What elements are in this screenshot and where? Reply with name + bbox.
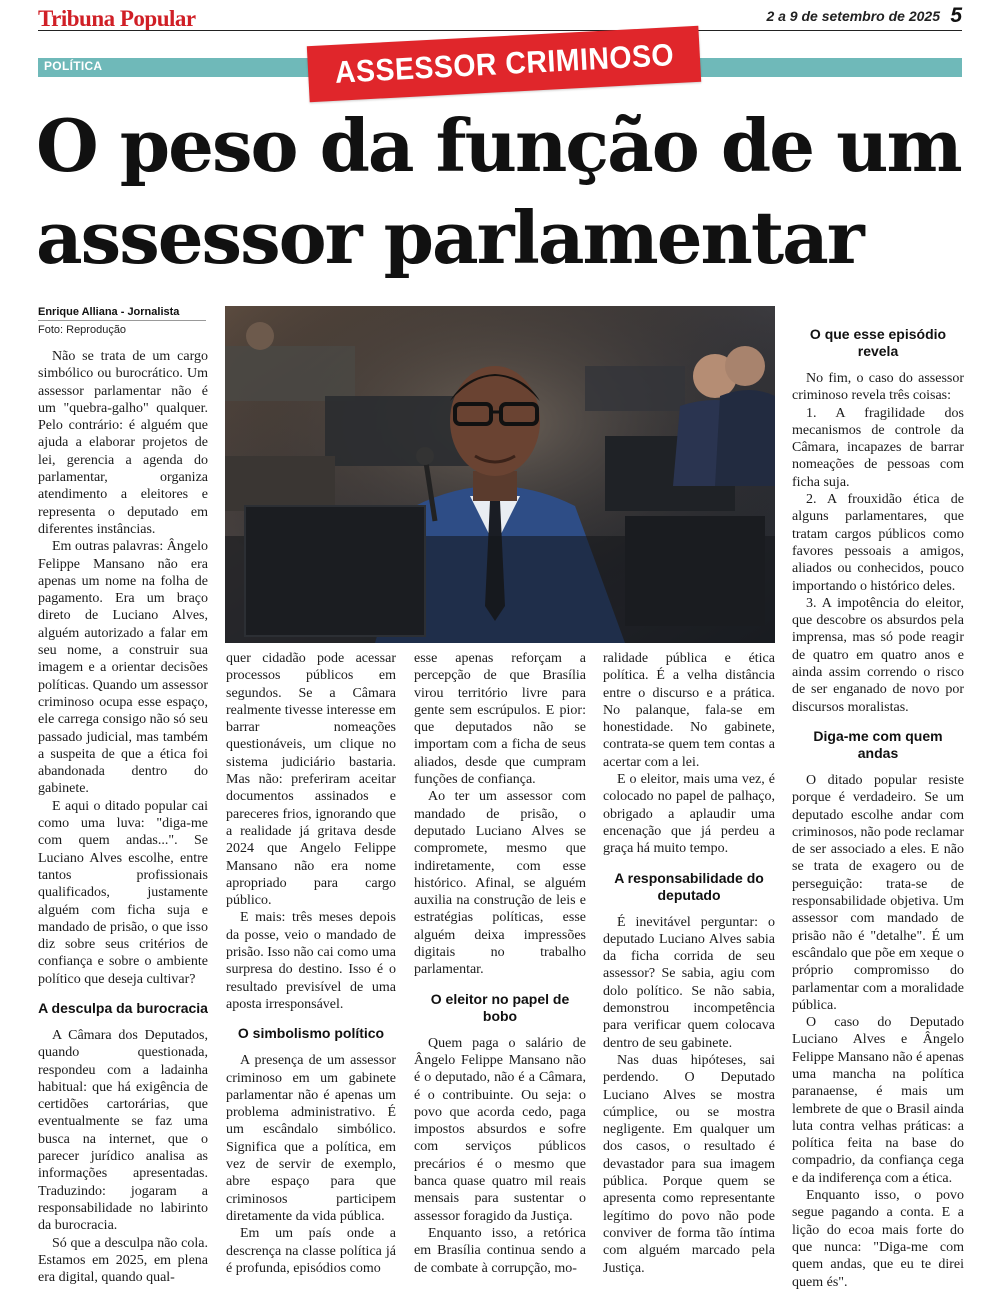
paragraph: quer cidadão pode acessar processos públicos em segundos. Se a Câmara realmente tivesse interesse em barrar nomeações questionáveis, um clique no sistema judiciário bastaria. Mas não: preferiram aceitar documentos assinados e pareceres frios, ignorando que a realidade já gritava desde 2024 que Angelo Felippe Mansano não era nome apropriado para cargo público.	[226, 651, 396, 909]
paragraph: ralidade pública e ética política. É a velha distância entre o discurso e a prática. No palanque, fala-se em honestidade. No gabinete, contrata-se quem tem contas a acertar com a lei.	[603, 651, 775, 770]
column-4	[603, 650, 775, 1277]
paragraph: Em um país onde a descrença na classe política já é profunda, episódios como	[226, 1226, 396, 1276]
photo-credit: Foto: Reprodução	[38, 324, 127, 336]
list-item: 1. A fragilidade dos mecanismos de controle da Câmara, incapazes de barrar nomeações de pessoas com ficha suja.	[792, 405, 964, 490]
paragraph: Em outras palavras: Ângelo Felippe Mansano não era apenas um nome na folha de pagamento. Era um braço direto de Luciano Alves, alguém autorizado a falar em seu nome, a construir sua imagem e a orientar decisões políticas. Quando um assessor criminoso ocupa esse espaço, ele carrega consigo não só seu passado judicial, mas também a suspeita de que a ética foi abandonada dentro do gabinete.	[38, 539, 208, 797]
paragraph: Nas duas hipóteses, sai perdendo. O Deputado Luciano Alves se mostra cúmplice, ou se mostra negligente. Em qualquer um dos casos, o resultado é devastador para sua imagem pública. Porque quem se apresenta como representante legítimo do povo não pode conviver de forma tão íntima com alguém marcado pela Justiça.	[603, 1052, 775, 1276]
subheading-burocracia: A desculpa da burocracia	[38, 999, 208, 1016]
paragraph: Ao ter um assessor com mandado de prisão, o deputado Luciano Alves se compromete, mesmo que indiretamente, com esse histórico. Afinal, se alguém auxilia na construção de leis e estratégias políticas, esse alguém deixa impressões digitais no trabalho parlamentar.	[414, 789, 586, 978]
subheading-responsabilidade: A responsabilidade do deputado	[614, 869, 764, 903]
column-3	[414, 650, 586, 1277]
subheading-episodio: O que esse episódio revela	[809, 326, 947, 359]
paragraph: O ditado popular resiste porque é verdadeiro. Se um deputado escolhe andar com criminosos, não pode reclamar de ser associado a eles. E não se trata de exagero ou de perseguição: trata-se de responsabilidade objetiva. Um assessor com mandado de prisão não é "detalhe". É um escândalo que põe em xeque o próprio compromisso do parlamentar com a moralidade pública.	[792, 772, 964, 1013]
paragraph: No fim, o caso do assessor criminoso revela três coisas:	[792, 371, 964, 404]
list-item: 2. A frouxidão ética de alguns parlamentares, que tratam cargos públicos como favores pessoais a amigos, aliados ou conhecidos, pouco importando o histórico deles.	[792, 492, 964, 594]
page-number: 5	[950, 4, 962, 27]
section-label: POLÍTICA	[44, 59, 103, 73]
paragraph: A presença de um assessor criminoso em um gabinete parlamentar não é apenas um problema administrativo. É um escândalo simbólico. Significa que a política, em vez de servir de exemplo, abre espaço para que criminosos participem diretamente da vida pública.	[226, 1053, 396, 1224]
topic-stamp	[307, 26, 701, 102]
header-rule	[38, 30, 962, 31]
paragraph: Quem paga o salário de Ângelo Felippe Mansano não é o deputado, não é a Câmara, é o contribuinte. Ou seja: o povo que acorda cedo, paga impostos absurdos e sofre com serviços públicos precários é o mesmo que banca quase quatro mil reais mensais para sustentar o assessor foragido da Justiça.	[414, 1035, 586, 1224]
paragraph: Enquanto isso, a retórica em Brasília continua sendo a de combate à corrupção, mo-	[414, 1225, 586, 1276]
photo-illustration	[225, 306, 775, 643]
headline: O peso da função de um assessor parlamentar	[36, 103, 961, 280]
paragraph: E o eleitor, mais uma vez, é colocado no papel de palhaço, obrigado a aplaudir uma encenação que já perdeu a graça há muito tempo.	[603, 772, 775, 857]
paragraph: E aqui o ditado popular cai como uma luva: "diga-me com quem andas...". Se Luciano Alves escolhe, entre tantos profissionais qualificados, justamente alguém com ficha suja e mandado de prisão, o que isso diz sobre seus critérios de confiança e sobre o ambiente político que deseja cultivar?	[38, 798, 208, 987]
paragraph: E mais: três meses depois da posse, veio o mandado de prisão. Isso não cai como uma surpresa do destino. Isso é o resultado previsível de uma aposta irresponsável.	[226, 910, 396, 1012]
paragraph: É inevitável perguntar: o deputado Luciano Alves sabia da ficha corrida de seu assessor? Se sabia, agiu com dolo político. Se não sabia, demonstrou incompetência para verificar quem colocava dentro de seu gabinete.	[603, 914, 775, 1051]
column-1	[38, 348, 208, 1286]
paragraph: Enquanto isso, o povo segue pagando a conta. E a lição do ecoa mais forte do que nunca: "Diga-me com quem andas, que eu te direi quem és".	[792, 1188, 964, 1290]
subheading-eleitor: O eleitor no papel de bobo	[430, 990, 570, 1024]
paragraph: Não se trata de um cargo simbólico ou burocrático. Um assessor parlamentar não é um "quebra-galho" qualquer. Pelo contrário: é alguém que ajuda a elaborar projetos de lei, gerencia a agenda do parlamentar, organiza atendimento a eleitores e representa o deputado em diferentes instâncias.	[38, 349, 208, 537]
subheading-diga-me: Diga-me com quem andas	[813, 727, 943, 761]
column-5	[792, 326, 964, 1291]
column-2	[226, 650, 396, 1277]
subheading-simbolismo: O simbolismo político	[237, 1025, 385, 1042]
paragraph: O caso do Deputado Luciano Alves e Ângelo Felippe Mansano não é apenas uma mancha na política paranaense, é mais um lembrete de que o Brasil ainda luta contra velhas práticas: a política feita na base do compadrio, da confiança cega e da indiferença com a ética.	[792, 1015, 964, 1186]
masthead-logo: Tribuna Popular	[38, 6, 196, 31]
issue-date: 2 a 9 de setembro de 2025	[766, 8, 940, 24]
byline: Enrique Alliana - Jornalista	[38, 306, 206, 321]
paragraph: Só que a desculpa não cola. Estamos em 2025, em plena era digital, quando qual-	[38, 1235, 208, 1286]
article-photo	[225, 306, 775, 643]
paragraph: A Câmara dos Deputados, quando questionada, respondeu com a ladainha habitual: que há exigência de certidões cartorárias, que eventualmente se faz uma busca na internet, que o parecer jurídico analisa as informações apresentadas. Traduzindo: jogaram a responsabilidade no labirinto da burocracia.	[38, 1027, 208, 1234]
topic-stamp-text: ASSESSOR CRIMINOSO	[333, 37, 675, 90]
list-item: 3. A impotência do eleitor, que descobre os absurdos pela imprensa, mas só pode reagir de quatro em quatro anos e ainda assim correndo o risco de ser enganado de novo por discursos moralistas.	[792, 595, 964, 715]
paragraph: esse apenas reforçam a percepção de que Brasília virou território livre para gente sem escrúpulos. E pior: que deputados não se importam com a ficha de seus aliados, desde que cumpram funções de confiança.	[414, 651, 586, 788]
